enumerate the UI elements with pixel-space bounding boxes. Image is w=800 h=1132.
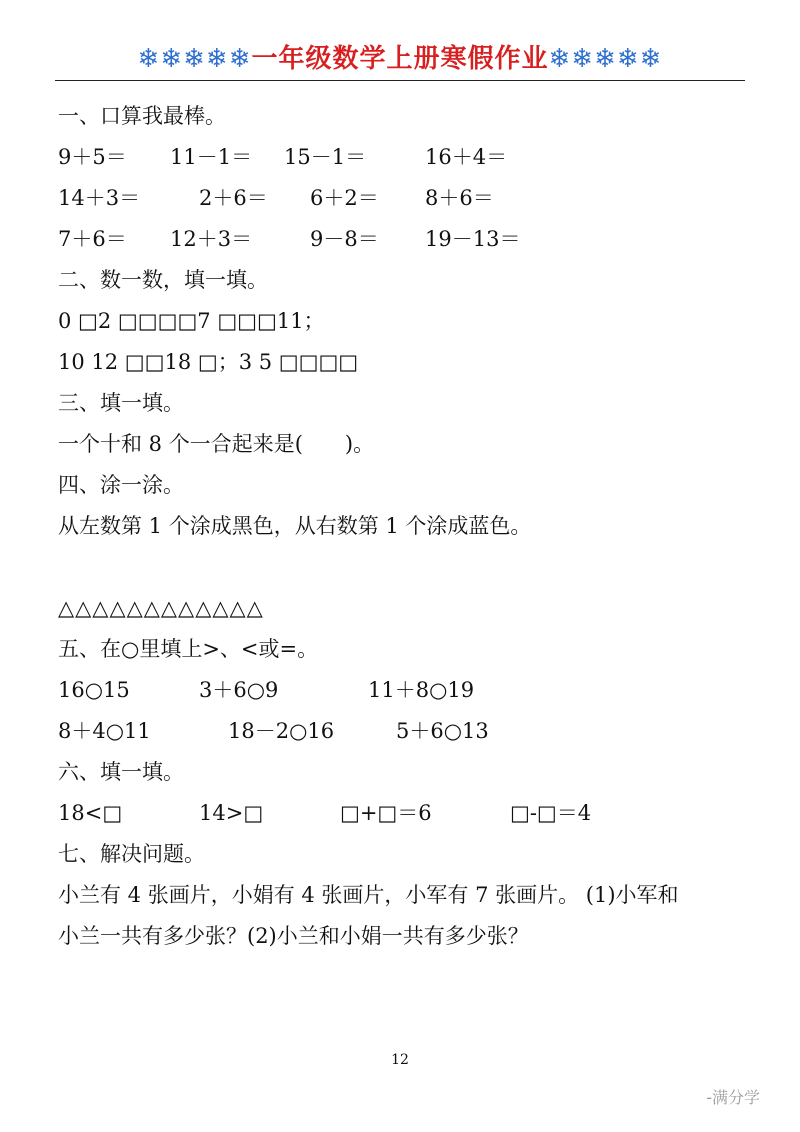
header-divider bbox=[55, 80, 745, 81]
snowflake-icons-right: ❄❄❄❄❄ bbox=[548, 44, 663, 74]
fill-box-row bbox=[58, 793, 758, 834]
word-problem-line-2: 小兰一共有多少张？(2)小兰和小娟一共有多少张？ bbox=[58, 924, 529, 948]
fill-in-question: 一个十和 8 个一合起来是( )。 bbox=[58, 432, 375, 456]
word-problem bbox=[58, 875, 748, 957]
arithmetic-item: 19－13＝ bbox=[425, 227, 521, 251]
arithmetic-item: 11－1＝ bbox=[170, 145, 253, 169]
compare-item: 18－2○16 bbox=[228, 719, 335, 743]
compare-row-2 bbox=[58, 711, 758, 752]
fill-box-item: 18<□ bbox=[58, 801, 123, 825]
word-problem-line-1: 小兰有 4 张画片，小娟有 4 张画片，小军有 7 张画片。 (1)小军和 bbox=[58, 883, 679, 907]
fill-box-item: □-□＝4 bbox=[510, 801, 592, 825]
page-number: 12 bbox=[391, 1052, 409, 1068]
arithmetic-item: 6＋2＝ bbox=[310, 186, 379, 210]
coloring-instruction: 从左数第 1 个涂成黑色，从右数第 1 个涂成蓝色。 bbox=[58, 514, 532, 538]
section7-heading: 七、解决问题。 bbox=[58, 842, 205, 866]
arithmetic-item: 14＋3＝ bbox=[58, 186, 141, 210]
blank-spacer bbox=[58, 547, 758, 588]
compare-item: 5＋6○13 bbox=[396, 719, 489, 743]
arithmetic-item: 12＋3＝ bbox=[170, 227, 253, 251]
fill-box-item: □+□＝6 bbox=[340, 801, 432, 825]
fill-box-item: 14>□ bbox=[199, 801, 264, 825]
section3-heading: 三、填一填。 bbox=[58, 391, 184, 415]
arithmetic-item: 16＋4＝ bbox=[425, 145, 508, 169]
watermark: -满分学 bbox=[706, 1088, 760, 1107]
arithmetic-row-1 bbox=[58, 137, 758, 178]
arithmetic-item: 9＋5＝ bbox=[58, 145, 127, 169]
compare-row-1 bbox=[58, 670, 758, 711]
compare-item: 3＋6○9 bbox=[199, 678, 279, 702]
section2-heading: 二、数一数，填一填。 bbox=[58, 268, 268, 292]
triangle-row: △△△△△△△△△△△△ bbox=[58, 596, 264, 620]
arithmetic-row-2 bbox=[58, 178, 758, 219]
arithmetic-item: 9－8＝ bbox=[310, 227, 379, 251]
arithmetic-item: 7＋6＝ bbox=[58, 227, 127, 251]
arithmetic-item: 15－1＝ bbox=[284, 145, 367, 169]
worksheet-content bbox=[58, 96, 758, 957]
compare-item: 16○15 bbox=[58, 678, 130, 702]
count-sequence-1: 0 □2 □□□□7 □□□11； bbox=[58, 309, 325, 333]
section6-heading: 六、填一填。 bbox=[58, 760, 184, 784]
page-title: 一年级数学上册寒假作业 bbox=[251, 44, 549, 74]
snowflake-icons-left: ❄❄❄❄❄ bbox=[137, 44, 252, 74]
arithmetic-item: 8＋6＝ bbox=[425, 186, 494, 210]
count-sequence-2: 10 12 □□18 □；3 5 □□□□ bbox=[58, 350, 359, 374]
section4-heading: 四、涂一涂。 bbox=[58, 473, 184, 497]
section1-heading: 一、口算我最棒。 bbox=[58, 104, 226, 128]
arithmetic-row-3 bbox=[58, 219, 758, 260]
section5-heading: 五、在○里填上>、<或=。 bbox=[58, 637, 319, 661]
arithmetic-item: 2＋6＝ bbox=[199, 186, 268, 210]
page-header bbox=[0, 38, 800, 75]
compare-item: 8＋4○11 bbox=[58, 719, 151, 743]
compare-item: 11＋8○19 bbox=[368, 678, 475, 702]
